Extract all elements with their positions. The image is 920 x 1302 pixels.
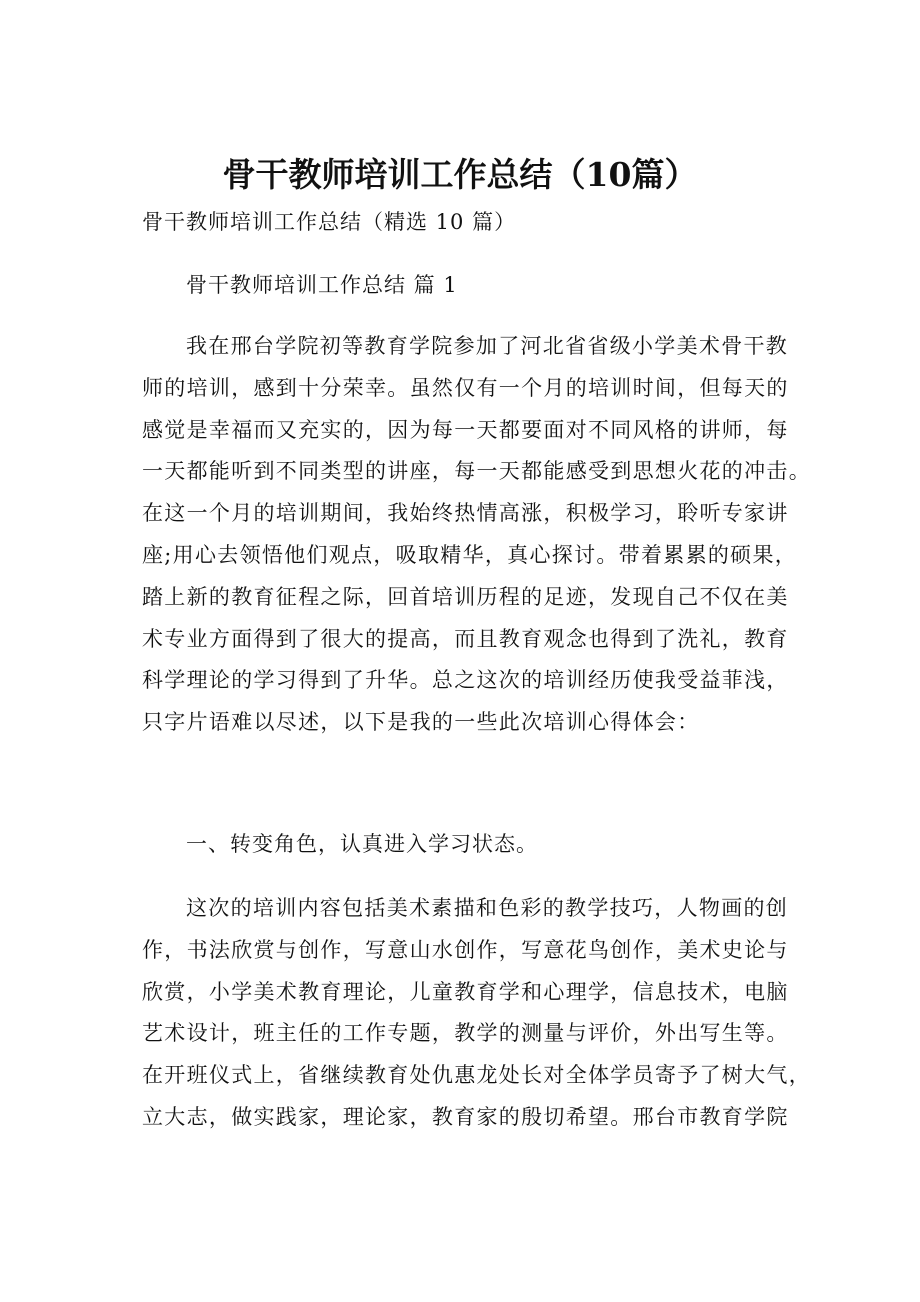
paragraph-2 [142, 888, 811, 1139]
text-line: 术专业方面得到了很大的提高，而且教育观念也得到了洗礼，教育 [142, 626, 789, 651]
document-title: 骨干教师培训工作总结（10篇） [222, 155, 698, 194]
text-line: 踏上新的教育征程之际，回首培训历程的足迹，发现自己不仅在美 [142, 584, 789, 609]
text-line: 欣赏，小学美术教育理论，儿童教育学和心理学，信息技术，电脑 [142, 979, 789, 1004]
subheading-1: 一、转变角色，认真进入学习状态。 [186, 832, 538, 856]
text-line: 立大志，做实践家，理论家，教育家的殷切希望。邢台市教育学院 [142, 1104, 789, 1129]
text-line: 师的培训，感到十分荣幸。虽然仅有一个月的培训时间，但每天的 [142, 375, 789, 400]
text-line: 在这一个月的培训期间，我始终热情高涨，积极学习，聆听专家讲 [142, 501, 789, 526]
section-heading: 骨干教师培训工作总结 篇 1 [186, 273, 458, 297]
text-line: 科学理论的学习得到了升华。总之这次的培训经历使我受益菲浅， [142, 668, 789, 693]
document-subtitle: 骨干教师培训工作总结（精选 10 篇） [142, 210, 517, 234]
text-line: 作，书法欣赏与创作，写意山水创作，写意花鸟创作，美术史论与 [142, 937, 789, 962]
text-line: 一天都能听到不同类型的讲座，每一天都能感受到思想火花的冲击。 [142, 459, 811, 484]
text-line: 这次的培训内容包括美术素描和色彩的教学技巧，人物画的创 [186, 896, 789, 920]
text-line: 艺术设计，班主任的工作专题，教学的测量与评价，外出写生等。 [142, 1021, 789, 1046]
text-line: 座;用心去领悟他们观点，吸取精华，真心探讨。带着累累的硕果， [142, 542, 798, 567]
paragraph-1 [142, 326, 811, 744]
text-line: 在开班仪式上，省继续教育处仇惠龙处长对全体学员寄予了树大气， [142, 1063, 811, 1088]
text-line: 感觉是幸福而又充实的，因为每一天都要面对不同风格的讲师，每 [142, 417, 789, 442]
text-line: 只字片语难以尽述，以下是我的一些此次培训心得体会： [142, 710, 700, 735]
text-line: 我在邢台学院初等教育学院参加了河北省省级小学美术骨干教 [186, 334, 789, 358]
